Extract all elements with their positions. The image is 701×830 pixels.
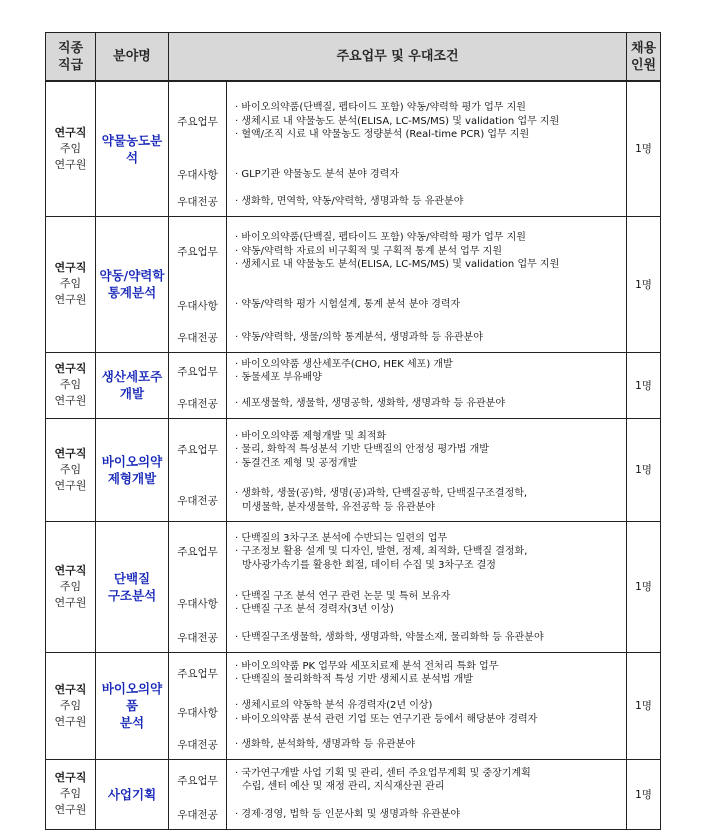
rank-level: 주임 (59, 277, 82, 290)
preferred-details (227, 694, 627, 731)
major-details (227, 624, 627, 652)
rank-level-2: 연구원 (54, 394, 87, 407)
major-label: 우대전공 (169, 624, 227, 652)
rank-level: 주임 (59, 141, 82, 155)
major-label: 우대전공 (169, 324, 227, 352)
hire-count: 1명 (627, 759, 661, 829)
hire-count: 1명 (627, 81, 661, 216)
preferred-details (227, 161, 627, 188)
rank-title: 연구직 (54, 362, 87, 375)
table-row (46, 352, 661, 390)
header-rank (46, 33, 96, 82)
major-details (227, 390, 627, 418)
duties-details (227, 352, 627, 390)
rank-cell (46, 352, 96, 418)
duties-item: · 생체시료 내 약물농도 분석(ELISA, LC-MS/MS) 및 validation 업무 지원 (235, 115, 560, 127)
field-name (96, 418, 169, 521)
rank-level: 주임 (59, 787, 82, 800)
preferred-item: · 단백질 구조 분석 경력자(3년 이상) (235, 604, 394, 615)
hire-count: 1명 (627, 418, 661, 521)
major-item: · 약동/약력학, 생물/의학 통계분석, 생명과학 등 유관분야 (235, 332, 483, 343)
rank-title: 연구직 (54, 563, 87, 577)
duties-details (227, 521, 627, 582)
rank-title: 연구직 (54, 446, 87, 460)
hire-count: 1명 (627, 352, 661, 418)
header-hire-line2: 인원 (630, 57, 657, 73)
duties-details (227, 81, 627, 161)
duties-details (227, 418, 627, 481)
duties-item: · 바이오의약품 PK 업무와 세포치료제 분석 전처리 특화 업무 (235, 660, 499, 672)
hire-count: 1명 (627, 216, 661, 352)
preferred-label: 우대사항 (169, 161, 227, 188)
table-row (46, 759, 661, 801)
duties-label: 주요업무 (169, 81, 227, 161)
field-name-line: 단백질 (113, 570, 151, 586)
duties-item: · 동결건조 제형 및 공정개발 (235, 457, 358, 469)
preferred-label: 우대사항 (169, 286, 227, 324)
duties-label: 주요업무 (169, 652, 227, 694)
header-hire (627, 33, 661, 82)
major-item: 미생물학, 분자생물학, 유전공학 등 유관분야 (242, 501, 435, 513)
duties-label: 주요업무 (169, 759, 227, 801)
major-item: · 생화학, 면역학, 약동/약력학, 생명과학 등 유관분야 (235, 196, 464, 207)
field-name-line: 제형개발 (107, 470, 157, 486)
field-name-line: 생산세포주 (101, 369, 163, 384)
table-row (46, 521, 661, 582)
duties-details (227, 652, 627, 694)
field-name-line: 바이오의약품 (101, 681, 163, 713)
duties-item: · 동물세포 부유배양 (235, 372, 322, 384)
header-field: 분야명 (96, 33, 169, 82)
rank-cell (46, 521, 96, 652)
job-table (45, 32, 661, 830)
rank-level: 주임 (59, 378, 82, 391)
rank-level: 주임 (59, 698, 82, 712)
rank-cell (46, 216, 96, 352)
preferred-details (227, 582, 627, 624)
duties-item: · 생체시료 내 약물농도 분석(ELISA, LC-MS/MS) 및 validation 업무 지원 (235, 259, 560, 270)
preferred-item: · 생체시료의 약동학 분석 유경력자(2년 이상) (235, 700, 433, 711)
major-details (227, 731, 627, 759)
preferred-item: · 단백질 구조 분석 연구 관련 논문 및 특허 보유자 (235, 590, 451, 602)
major-details (227, 481, 627, 521)
preferred-item: · 약동/약력학 평가 시험설계, 통계 분석 분야 경력자 (235, 299, 461, 311)
duties-label: 주요업무 (169, 216, 227, 286)
field-name-line: 사업기획 (107, 786, 157, 802)
major-details (227, 324, 627, 352)
duties-item: 방사광가속기를 활용한 회절, 데이터 수집 및 3차구조 결정 (242, 559, 496, 571)
duties-details (227, 759, 627, 801)
duties-label: 주요업무 (169, 418, 227, 481)
major-item: · 경제·경영, 법학 등 인문사회 및 생명과학 유관분야 (235, 809, 460, 820)
rank-title: 연구직 (54, 125, 87, 139)
header-rank-line1: 직종 (57, 40, 84, 56)
major-label: 우대전공 (169, 188, 227, 216)
rank-cell (46, 418, 96, 521)
field-name-line: 약물농도분석 (101, 132, 163, 165)
preferred-label: 우대사항 (169, 582, 227, 624)
rank-cell (46, 652, 96, 759)
major-label: 우대전공 (169, 731, 227, 759)
preferred-details (227, 286, 627, 324)
preferred-label: 우대사항 (169, 694, 227, 731)
rank-level-2: 연구원 (54, 293, 87, 306)
major-item: · 단백질구조생물학, 생화학, 생명과학, 약물소재, 물리화학 등 유관분야 (235, 632, 544, 643)
duties-item: · 단백질의 3차구조 분석에 수반되는 일련의 업무 (235, 532, 448, 544)
duties-item: · 국가연구개발 사업 기획 및 관리, 센터 주요업무계획 및 중장기계획 (235, 767, 531, 779)
duties-label: 주요업무 (169, 521, 227, 582)
field-name (96, 352, 169, 418)
duties-item: · 혈액/조직 시료 내 약물농도 정량분석 (Real-time PCR) 업무 지원 (235, 129, 530, 141)
duties-item: · 바이오의약품(단백질, 펩타이드 포함) 약동/약력학 평가 업무 지원 (235, 102, 526, 114)
preferred-item: · GLP기관 약물농도 분석 분야 경력자 (235, 168, 400, 180)
major-item: · 생화학, 생물(공)학, 생명(공)과학, 단백질공학, 단백질구조결정학, (235, 488, 528, 500)
rank-level-2: 연구원 (54, 803, 87, 816)
major-item: · 생화학, 분석화학, 생명과학 등 유관분야 (235, 739, 415, 750)
rank-level-2: 연구원 (54, 595, 87, 609)
rank-level: 주임 (59, 579, 82, 593)
duties-item: · 바이오의약품 제형개발 및 최적화 (235, 430, 387, 442)
duties-item: · 구조정보 활용 설계 및 디자인, 발현, 정제, 최적화, 단백질 결정화, (235, 546, 528, 557)
duties-item: · 단백질의 물리화학적 특성 기반 생체시료 분석법 개발 (235, 674, 473, 686)
major-label: 우대전공 (169, 390, 227, 418)
field-name-line: 개발 (119, 386, 145, 401)
major-label: 우대전공 (169, 801, 227, 829)
field-name-line: 통계분석 (107, 285, 157, 300)
table-row (46, 652, 661, 694)
field-name (96, 521, 169, 652)
field-name-line: 약동/약력학 (99, 268, 165, 283)
duties-item: 수립, 센터 예산 및 재정 관리, 지식재산권 관리 (242, 781, 445, 793)
rank-title: 연구직 (54, 771, 87, 784)
table-row (46, 81, 661, 161)
duties-details (227, 216, 627, 286)
preferred-item: · 바이오의약품 분석 관련 기업 또는 연구기관 등에서 해당분야 경력자 (235, 713, 538, 725)
rank-cell (46, 81, 96, 216)
rank-title: 연구직 (54, 261, 87, 274)
field-name (96, 81, 169, 216)
hire-count: 1명 (627, 652, 661, 759)
duties-item: · 물리, 화학적 특성분석 기반 단백질의 안정성 평가법 개발 (235, 444, 489, 455)
header-rank-line2: 직급 (57, 57, 84, 73)
major-details (227, 801, 627, 829)
header-hire-line1: 채용 (630, 40, 657, 56)
major-label: 우대전공 (169, 481, 227, 521)
rank-title: 연구직 (54, 682, 87, 696)
duties-item: · 바이오의약품(단백질, 펩타이드 포함) 약동/약력학 평가 업무 지원 (235, 232, 526, 243)
table-header (46, 33, 661, 82)
major-details (227, 188, 627, 216)
field-name-line: 바이오의약 (101, 453, 163, 469)
rank-level-2: 연구원 (54, 714, 87, 728)
duties-item: · 바이오의약품 생산세포주(CHO, HEK 세포) 개발 (235, 358, 453, 370)
major-item: · 세포생물학, 생물학, 생명공학, 생화학, 생명과학 등 유관분야 (235, 398, 505, 409)
rank-level: 주임 (59, 462, 82, 476)
field-name (96, 216, 169, 352)
rank-level-2: 연구원 (54, 478, 87, 492)
header-duties: 주요업무 및 우대조건 (169, 33, 627, 82)
field-name (96, 652, 169, 759)
table-body (46, 81, 661, 829)
rank-level-2: 연구원 (54, 157, 87, 171)
hire-count: 1명 (627, 521, 661, 652)
table-row (46, 418, 661, 481)
field-name-line: 분석 (119, 715, 145, 730)
duties-item: · 약동/약력학 자료의 비구획적 및 구획적 통계 분석 업무 지원 (235, 245, 502, 257)
duties-label: 주요업무 (169, 352, 227, 390)
field-name-line: 구조분석 (107, 587, 157, 603)
table-row (46, 216, 661, 286)
